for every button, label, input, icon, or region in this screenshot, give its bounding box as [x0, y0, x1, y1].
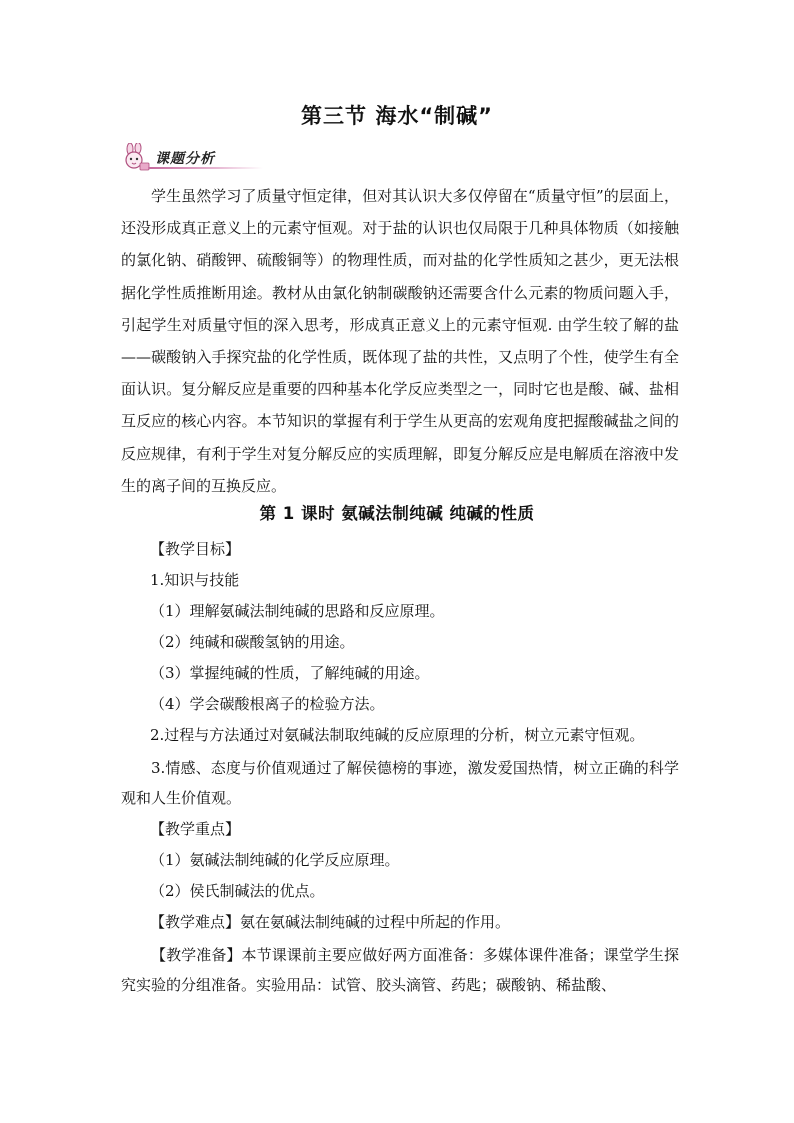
badge-underline	[148, 167, 263, 169]
emotion-objective: 3.情感、态度与价值观通过了解侯德榜的事迹，激发爱国热情，树立正确的科学观和人生价值观。	[121, 759, 679, 807]
difficulty-text: 氨在氨碱法制纯碱的过程中所起的作用。	[240, 913, 511, 931]
lesson-title: 第 1 课时 氨碱法制纯碱 纯碱的性质	[259, 504, 535, 523]
objective-item: （3）掌握纯碱的性质，了解纯碱的用途。	[150, 664, 430, 682]
objective-item: （1）理解氨碱法制纯碱的思路和反应原理。	[150, 602, 445, 620]
section-badge-label: 课题分析	[155, 151, 215, 167]
objective-item: （4）学会碳酸根离子的检验方法。	[150, 695, 385, 713]
preparation-text: 本节课课前主要应做好两方面准备：多媒体课件准备；课堂学生探究实验的分组准备。实验用品：试管、胶头滴管、药匙；碳酸钠、稀盐酸、	[121, 946, 679, 994]
analysis-paragraph: 学生虽然学习了质量守恒定律，但对其认识大多仅停留在“质量守恒”的层面上，还没形成真正意义上的元素守恒观。对于盐的认识也仅局限于几种具体物质（如接触的氯化钠、硝酸钾、硫酸铜等）的物理性质，而对盐的化学性质知之甚少，更无法根据化学性质推断用途。教材从由氯化钠制碳酸钠还需要含什么元素的物质问题入手，引起学生对质量守恒的深入思考，形成真正意义上的元素守恒观. 由学生较了解的盐——碳酸钠入手探究盐的化学性质，既体现了盐的共性，又点明了个性，使学生有全面认识。复分解反应是重要的四种基本化学反应类型之一，同时它也是酸、碱、盐相互反应的核心内容。本节知识的掌握有利于学生从更高的宏观角度把握酸碱盐之间的反应规律，有利于学生对复分解反应的实质理解，即复分解反应是电解质在溶液中发生的离子间的互换反应。	[121, 187, 679, 495]
rabbit-mascot-icon	[118, 143, 152, 173]
key-point-item: （1）氨碱法制纯碱的化学反应原理。	[150, 851, 400, 869]
difficulty-line	[150, 911, 510, 933]
objectives-heading: 【教学目标】	[150, 540, 241, 558]
knowledge-heading: 1.知识与技能	[150, 571, 240, 589]
key-points-heading: 【教学重点】	[150, 820, 241, 838]
section-badge	[118, 143, 268, 173]
objective-item: （2）纯碱和碳酸氢钠的用途。	[150, 633, 355, 651]
key-point-item: （2）侯氏制碱法的优点。	[150, 882, 325, 900]
difficulty-heading: 【教学难点】	[150, 913, 241, 931]
preparation-heading: 【教学准备】	[151, 946, 242, 964]
page-title: 第三节 海水“制碱”	[301, 104, 493, 128]
process-objective: 2.过程与方法通过对氨碱法制取纯碱的反应原理的分析，树立元素守恒观。	[150, 726, 645, 744]
preparation-paragraph	[121, 940, 679, 1000]
